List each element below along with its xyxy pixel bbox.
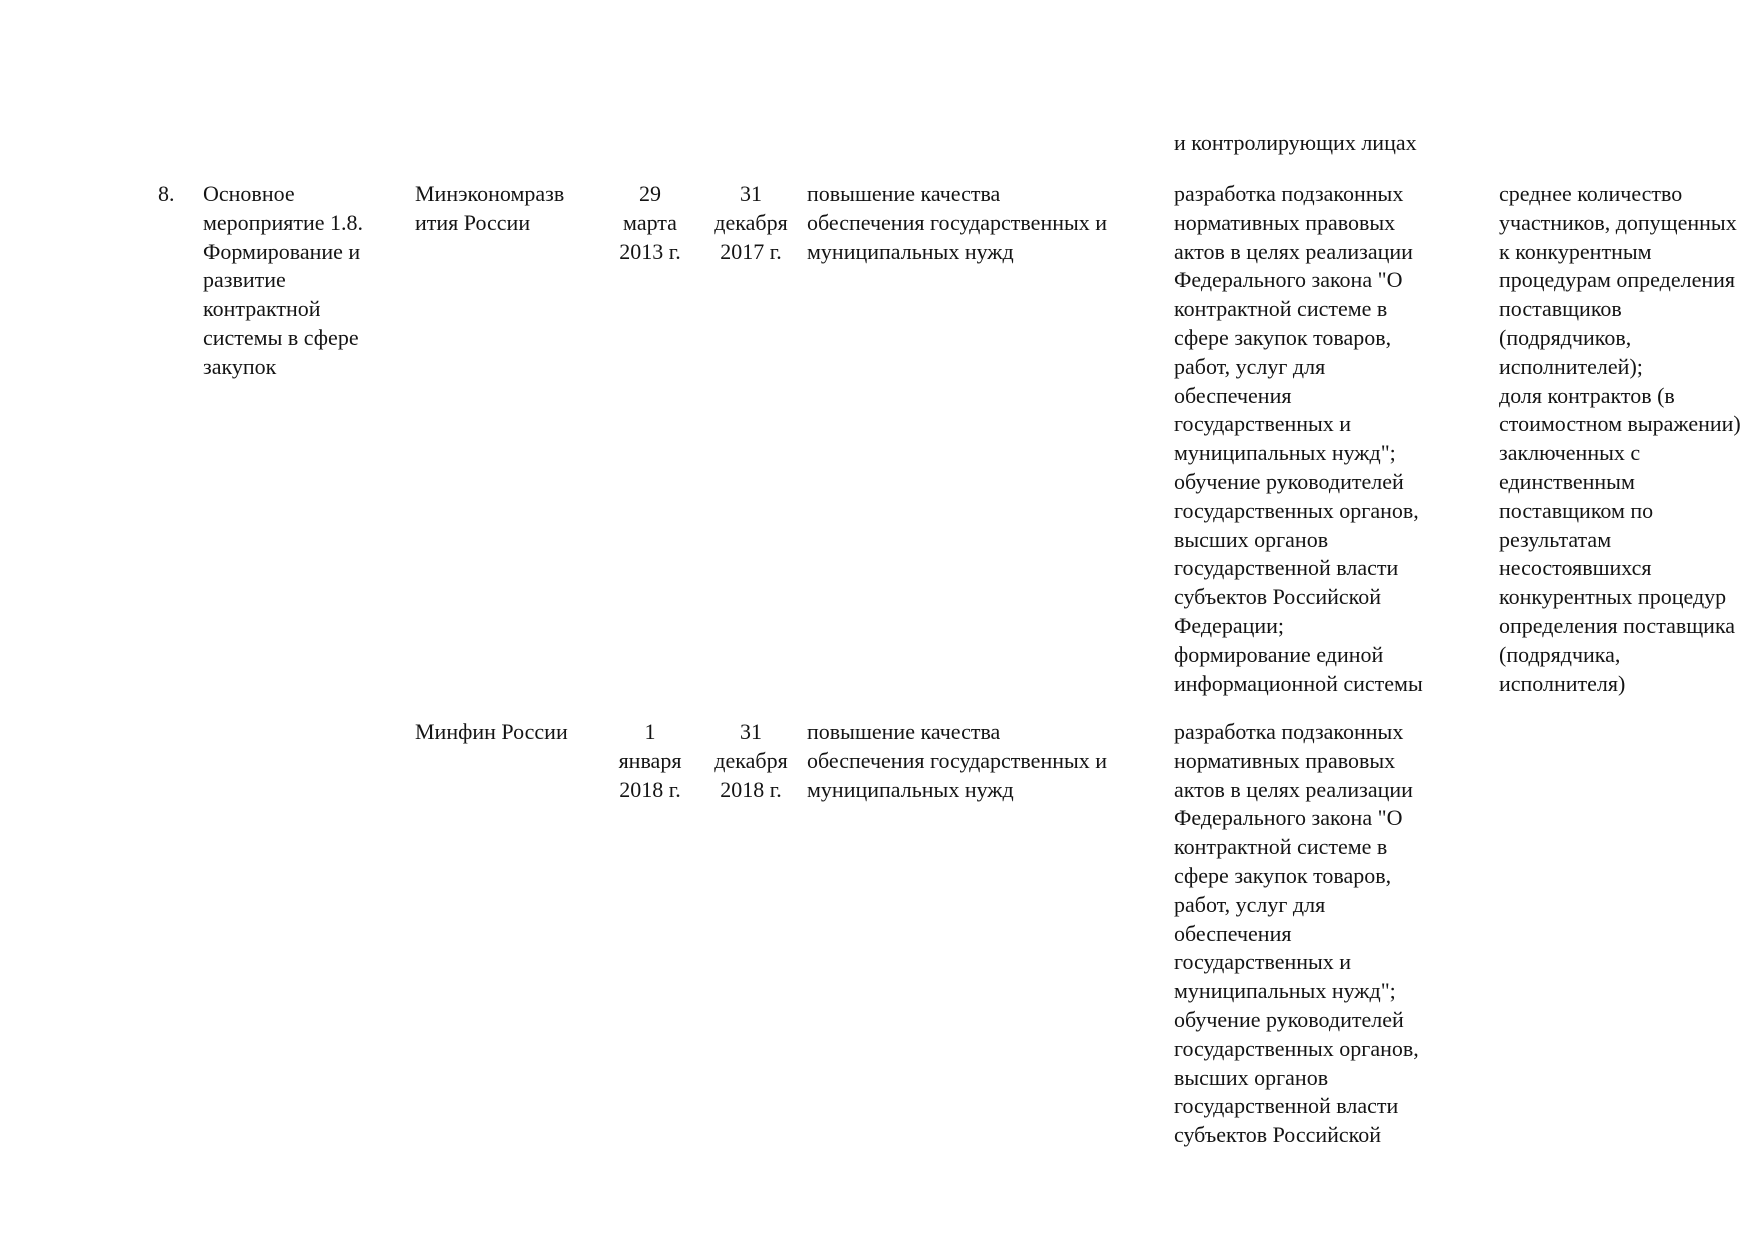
responsible-executor: Минфин России — [415, 719, 568, 744]
linked-indicators: среднее количество участников, допущенных к конкурентным процедурам определения поставщиков (подрядчиков, исполнителей); доля контрактов (в стоимостном выражении) заключенных с единственным поставщиком по результатам несостоявшихся конкурентных процедур определения поставщика (подрядчика, исполнителя) — [1499, 181, 1741, 696]
start-date: 1 января 2018 г. — [618, 719, 682, 802]
activity-name: Основное мероприятие 1.8. Формирование и развитие контрактной системы в сфере закупок — [203, 181, 364, 379]
end-date: 31 декабря 2017 г. — [714, 181, 788, 264]
end-date: 31 декабря 2018 г. — [714, 719, 788, 802]
main-aspects: разработка подзаконных нормативных правовых актов в целях реализации Федерального закона "О контрактной системе в сфере закупок товаров, работ, услуг для обеспечения государственных и муниципальных нужд"; обучение руководителей государственных органов, высших органов государственной власти субъектов Российской — [1174, 719, 1419, 1148]
responsible-executor: Минэкономразв ития России — [415, 181, 565, 235]
expected-result: повышение качества обеспечения государственных и муниципальных нужд — [807, 181, 1108, 264]
expected-result: повышение качества обеспечения государственных и муниципальных нужд — [807, 719, 1108, 802]
main-aspects: разработка подзаконных нормативных правовых актов в целях реализации Федерального закона "О контрактной системе в сфере закупок товаров, работ, услуг для обеспечения государственных и муниципальных нужд"; обучение руководителей государственных органов, высших органов государственной власти субъектов Российской Федерации; формирование единой информационной системы — [1174, 181, 1423, 696]
aspects-carryover-text: и контролирующих лицах — [1174, 130, 1417, 155]
row-number: 8. — [158, 181, 175, 206]
start-date: 29 марта 2013 г. — [619, 181, 681, 264]
